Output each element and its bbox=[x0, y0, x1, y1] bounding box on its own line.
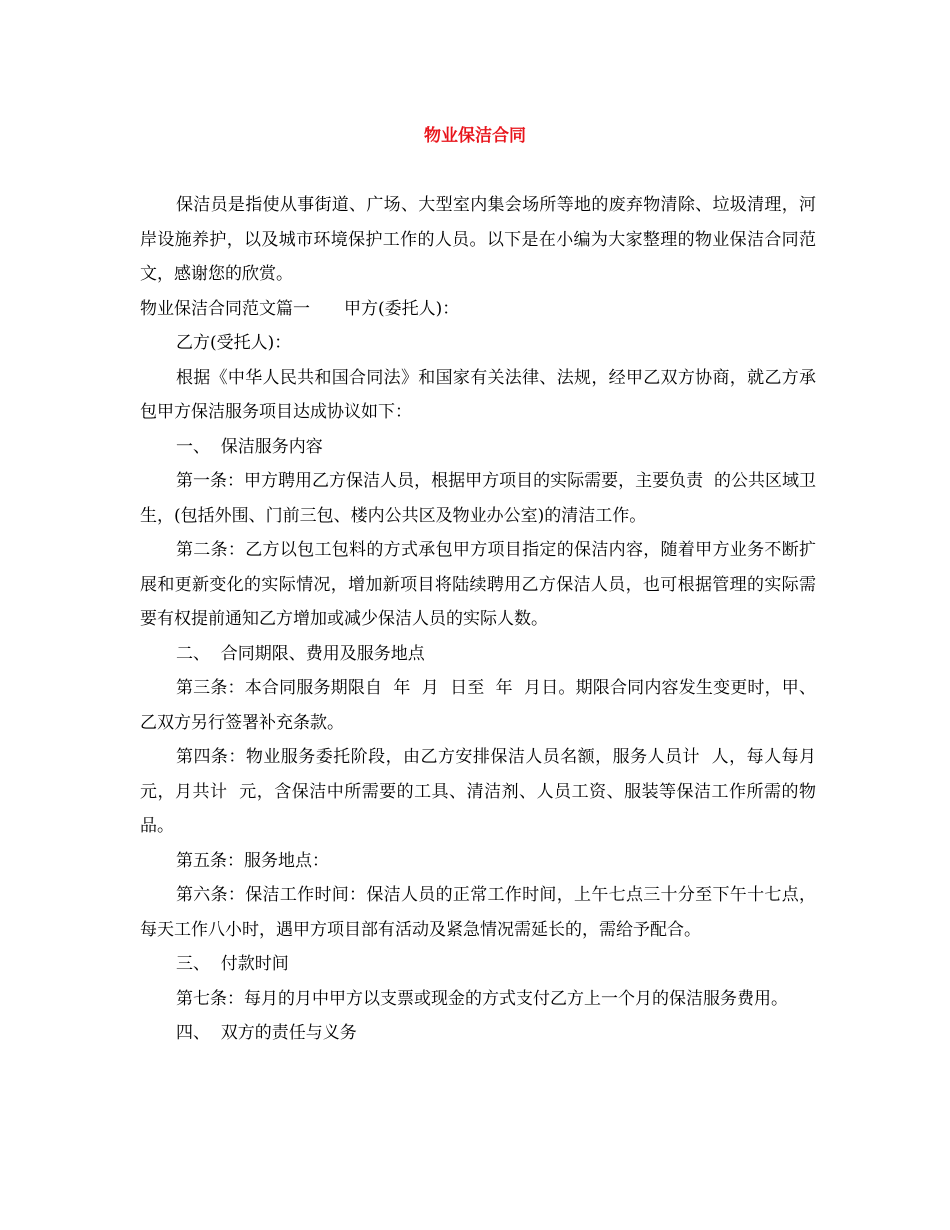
paragraph: 第四条：物业服务委托阶段，由乙方安排保洁人员名额，服务人员计 人，每人每月 元，月共计 元，含保洁中所需要的工具、清洁剂、人员工资、服装等保洁工作所需的物品。 bbox=[140, 747, 827, 836]
document-body bbox=[140, 188, 827, 1051]
document-title: 物业保洁合同 bbox=[424, 126, 526, 146]
section-heading: 二、 合同期限、费用及服务地点 bbox=[176, 643, 425, 664]
paragraph: 第七条：每月的月中甲方以支票或现金的方式支付乙方上一个月的保洁服务费用。 bbox=[176, 988, 788, 1009]
paragraph: 第一条：甲方聘用乙方保洁人员，根据甲方项目的实际需要，主要负责 的公共区域卫生，(包括外围、门前三包、楼内公共区及物业办公室)的清洁工作。 bbox=[140, 471, 816, 526]
paragraph: 根据《中华人民共和国合同法》和国家有关法律、法规，经甲乙双方协商，就乙方承包甲方保洁服务项目达成协议如下： bbox=[140, 367, 816, 422]
paragraph: 物业保洁合同范文篇一 甲方(委托人)： bbox=[140, 298, 460, 319]
section-heading: 四、 双方的责任与义务 bbox=[176, 1023, 357, 1043]
paragraph: 乙方(受托人)： bbox=[176, 333, 292, 353]
paragraph: 第三条：本合同服务期限自 年 月 日至 年 月日。期限合同内容发生变更时，甲、乙双方另行签署补充条款。 bbox=[140, 678, 816, 733]
paragraph: 第六条：保洁工作时间：保洁人员的正常工作时间，上午七点三十分至下午十七点，每天工作八小时，遇甲方项目部有活动及紧急情况需延长的，需给予配合。 bbox=[140, 885, 816, 940]
section-heading: 三、 付款时间 bbox=[176, 954, 289, 974]
paragraph: 第五条：服务地点： bbox=[176, 850, 329, 871]
paragraph: 第二条：乙方以包工包料的方式承包甲方项目指定的保洁内容，随着甲方业务不断扩展和更新变化的实际情况，增加新项目将陆续聘用乙方保洁人员，也可根据管理的实际需要有权提前通知乙方增加或减少保洁人员的实际人数。 bbox=[140, 540, 816, 629]
paragraph: 保洁员是指使从事街道、广场、大型室内集会场所等地的废弃物清除、垃圾清理，河岸设施养护，以及城市环境保护工作的人员。以下是在小编为大家整理的物业保洁合同范文，感谢您的欣赏。 bbox=[140, 195, 816, 284]
section-heading: 一、 保洁服务内容 bbox=[176, 436, 323, 457]
